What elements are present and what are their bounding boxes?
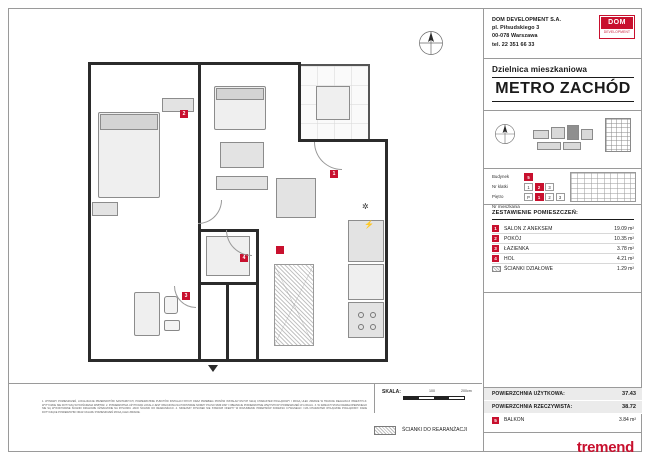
room-number: 3 <box>492 245 499 252</box>
dining-table-furniture <box>276 178 316 218</box>
room-area: 3.78 m² <box>617 245 634 252</box>
partition-swatch <box>492 266 501 272</box>
locator-label-building: Budynek <box>492 174 510 179</box>
usable-area-value: 37.43 <box>622 391 636 397</box>
estate-title-block <box>484 59 642 111</box>
room-number: 2 <box>492 235 499 242</box>
exterior-wall-balcony-side <box>298 62 301 142</box>
balcony-number: 5 <box>492 417 499 424</box>
scale-label: SKALA: <box>382 389 401 395</box>
exterior-wall-left <box>88 62 91 362</box>
locator-cell[interactable]: 5 <box>524 173 533 181</box>
room-row <box>492 234 634 244</box>
room-row <box>492 254 634 264</box>
footer-divider <box>9 383 374 384</box>
rooms-schedule <box>484 205 642 293</box>
actual-area-row <box>484 401 642 414</box>
exterior-wall-bottom <box>88 359 388 362</box>
locator-grid <box>570 172 636 202</box>
nightstand-furniture <box>92 202 118 216</box>
coffee-table-furniture <box>220 142 264 168</box>
room-area: 4.21 m² <box>617 255 634 262</box>
room-name: SALON Z ANEKSEM <box>504 225 553 232</box>
locator-cell[interactable]: 2 <box>535 183 544 191</box>
sofa-back-furniture <box>216 88 264 100</box>
room-name: ŁAZIENKA <box>504 245 529 252</box>
tremend-logo <box>484 433 642 460</box>
tv-unit-furniture <box>216 176 268 190</box>
room-tag-4b <box>276 246 284 254</box>
washbasin-furniture <box>164 320 180 331</box>
kitchen-sink-unit <box>348 264 384 300</box>
desk-furniture <box>162 98 194 112</box>
rearrange-swatch <box>374 426 396 435</box>
interior-wall-3 <box>256 229 259 362</box>
burner-icon <box>358 312 364 318</box>
compass-icon-small <box>494 123 516 145</box>
rooms-schedule-title: ZESTAWIENIE POMIESZCZEŃ: <box>492 210 634 220</box>
site-plan-thumbnail <box>529 116 634 164</box>
entrance-marker <box>208 365 218 372</box>
interior-wall-6 <box>198 229 201 362</box>
shower-furniture <box>134 292 160 336</box>
exterior-wall-top <box>88 62 300 65</box>
dom-logo-subtext: DEVELOPMENT <box>603 30 631 34</box>
estate-subtitle: Dzielnica mieszkaniowa <box>492 65 588 74</box>
usable-area-row <box>484 388 642 401</box>
toilet-furniture <box>164 296 178 314</box>
unit-locator-table <box>484 169 642 209</box>
rearrange-legend <box>374 419 482 441</box>
interior-wall-5 <box>226 282 229 362</box>
floor-plan-drawing <box>30 24 374 374</box>
locator-label-unit: Nr mieszkania <box>492 204 520 209</box>
room-row <box>492 244 634 254</box>
exterior-wall-right <box>385 142 388 362</box>
balcony-area: 3.84 m² <box>619 417 636 423</box>
room-area: 10.35 m² <box>614 235 634 242</box>
room-name: HOL <box>504 255 515 262</box>
scale-bar <box>403 396 465 400</box>
estate-name: METRO ZACHÓD <box>492 77 634 102</box>
room-number: 4 <box>492 255 499 262</box>
actual-area-label: POWIERZCHNIA RZECZYWISTA: <box>492 404 573 410</box>
developer-address1: pl. Piłsudskiego 3 <box>492 25 540 32</box>
tremend-logo-text: tremend <box>576 439 634 456</box>
locator-cell[interactable]: 3 <box>556 193 565 201</box>
developer-name: DOM DEVELOPMENT S.A. <box>492 17 562 23</box>
kitchen-cooktop-unit <box>348 302 384 338</box>
room-name: POKÓJ <box>504 235 522 242</box>
usable-area-label: POWIERZCHNIA UŻYTKOWA: <box>492 391 565 397</box>
locator-cell[interactable]: 1 <box>535 193 544 201</box>
scale-tick-end: 200cm <box>461 389 472 393</box>
developer-address2: 00-078 Warszawa <box>492 33 538 40</box>
dom-development-logo <box>599 15 635 39</box>
partition-row <box>492 264 634 274</box>
partition-area: 1.29 m² <box>617 266 634 272</box>
locator-cell[interactable]: P <box>524 193 533 201</box>
actual-area-value: 38.72 <box>622 404 636 410</box>
armchair-furniture <box>316 86 350 120</box>
balcony-label: BALKON <box>504 417 525 423</box>
scale-block <box>374 383 482 413</box>
balcony-row <box>484 414 642 426</box>
locator-cell[interactable]: 3 <box>545 183 554 191</box>
room-area: 19.09 m² <box>614 225 634 232</box>
locator-cell[interactable]: 1 <box>524 183 533 191</box>
room-row <box>492 224 634 234</box>
door-swing <box>198 200 222 224</box>
site-plan-block <box>484 111 642 169</box>
room-number: 1 <box>492 225 499 232</box>
legal-notes: 1. WYMIARY POMIESZCZEŃ, LOKALIZACJE PRZEDMIOTÓW SANITARNYCH, POWIERZCHNIE PUNKTÓW INSTALACYJNYCH ORAZ PRZEBIEG PIONÓW INSTALACYJNYCH MAJĄ CHARAKTER POGLĄDOWY I MOGĄ ULEC ZMIANIE W TRAKCIE REALIZACJI INWESTYCJI. WYTYCZNE NIE DOTYCZĄ WYKOŃCZENIA WNĘTRZ. 2. POWIERZCHNIA UŻYTKOWA LOKALU JEST OBLICZONA NA PODSTAWIE NORMY PN-ISO 9836:1997 I OBEJMUJE POWIERZCHNIE WSZYSTKICH POMIESZCZEŃ W LOKALU. 3. W RAMACH STANU DEWELOPERSKIEGO NIE SĄ WYKONYWANE ŚCIANKI DZIAŁOWE OZNACZONE NA RYSUNKU JAKO ŚCIANKI DO REARANŻACJI. 4. NINIEJSZY RYSUNEK NIE STANOWI OFERTY W ROZUMIENIU PRZEPISÓW KODEKSU CYWILNEGO I MA CHARAKTER WYŁĄCZNIE POGLĄDOWY. DANE DOTYCZĄCE POWIERZCHNI ORAZ UKŁADU POMIESZCZEŃ MOGĄ ULEC ZMIANIE. <box>42 400 367 414</box>
pillow-furniture <box>100 114 158 130</box>
dom-logo-text: DOM <box>601 17 633 29</box>
ventilation-icon: ✲ <box>362 202 369 211</box>
burner-icon <box>370 324 376 330</box>
locator-cell[interactable]: 2 <box>545 193 554 201</box>
electrical-icon: ⚡ <box>364 220 374 229</box>
compass-icon <box>418 30 444 56</box>
burner-icon <box>370 312 376 318</box>
developer-phone: tel. 22 351 66 33 <box>492 41 535 48</box>
room-tag-2: 2 <box>180 110 188 118</box>
balcony-wall <box>368 64 370 142</box>
burner-icon <box>358 324 364 330</box>
locator-label-staircase: Nr klatki <box>492 184 508 189</box>
developer-block <box>484 9 642 59</box>
room-tag-3: 3 <box>182 292 190 300</box>
rearrange-label: ŚCIANKI DO REARANŻACJI <box>402 427 468 433</box>
area-summary <box>484 387 642 433</box>
scale-tick-mid: 100 <box>429 389 435 393</box>
partition-name: ŚCIANKI DZIAŁOWE <box>504 266 554 272</box>
exterior-wall-right-top <box>298 139 388 142</box>
room-tag-1: 1 <box>330 170 338 178</box>
door-swing <box>314 142 342 170</box>
shaft-cross <box>274 264 314 346</box>
room-tag-4: 4 <box>240 254 248 262</box>
info-panel <box>483 9 641 456</box>
locator-label-floor: Piętro <box>492 194 504 199</box>
